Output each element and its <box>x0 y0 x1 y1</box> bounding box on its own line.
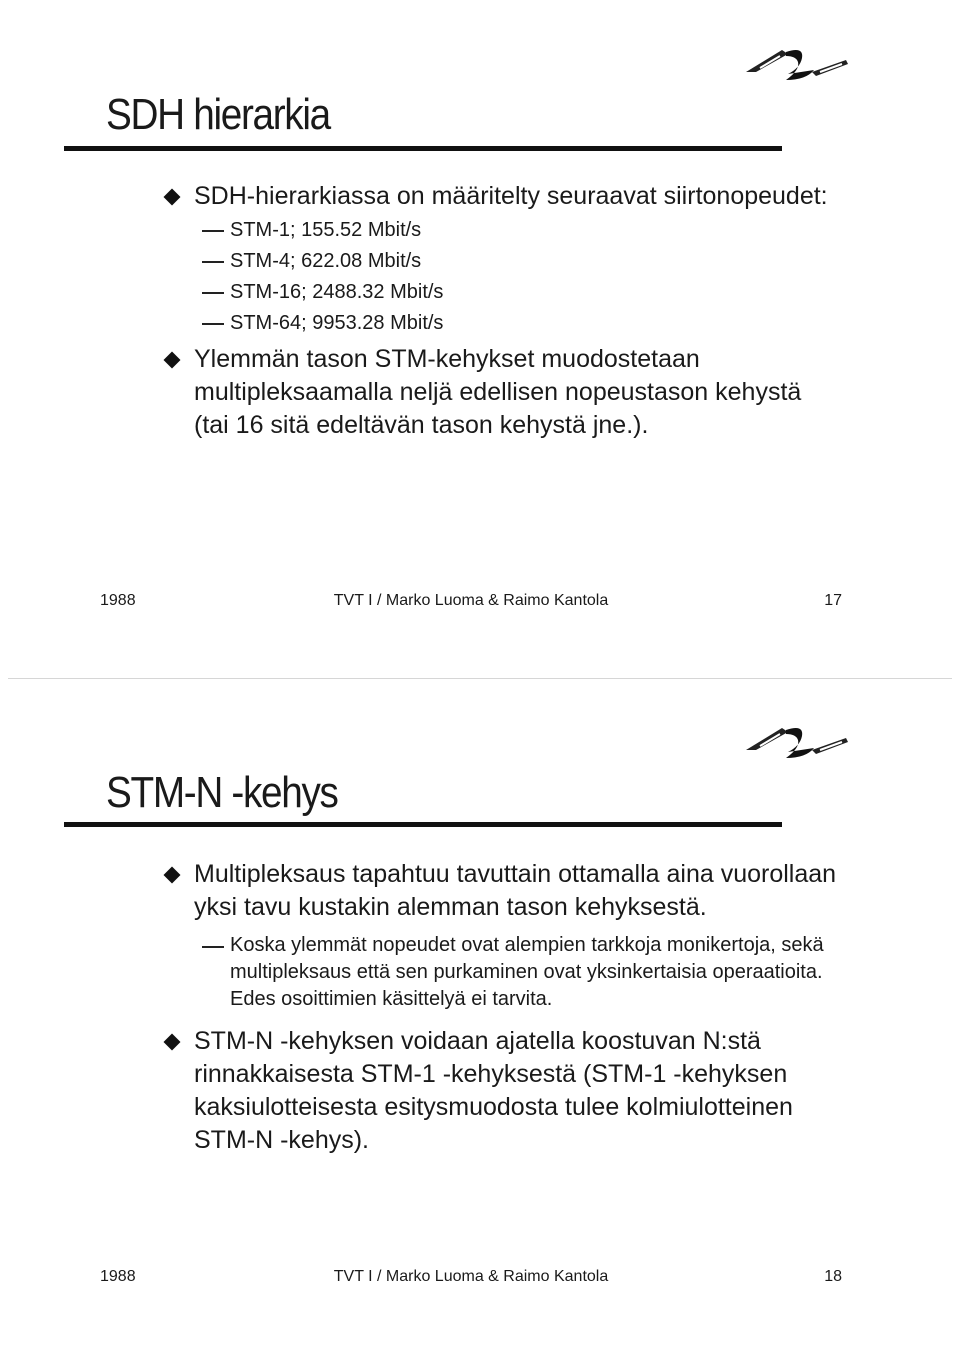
hut-logo-icon <box>742 720 850 762</box>
dash-icon <box>202 323 224 325</box>
bullet-text: Multipleksaus tapahtuu tavuttain ottamalla aina vuorollaan yksi tavu kustakin alemman tason kehyksestä. <box>194 860 837 921</box>
bullet-item <box>162 180 842 213</box>
sub-item <box>162 215 842 246</box>
dash-icon <box>202 946 224 948</box>
bullet-item <box>162 858 842 924</box>
sub-text: STM-1; 155.52 Mbit/s <box>230 219 422 241</box>
bullet-text: SDH-hierarkiassa on määritelty seuraavat siirtonopeudet: <box>194 182 828 210</box>
sub-item <box>162 932 842 1013</box>
footer-authors: TVT I / Marko Luoma & Raimo Kantola <box>333 1268 609 1285</box>
footer-authors: TVT I / Marko Luoma & Raimo Kantola <box>333 592 609 609</box>
bullet-text: Ylemmän tason STM-kehykset muodostetaan multipleksaamalla neljä edellisen nopeustason kehystä (tai 16 sitä edeltävän tason kehystä jne.). <box>194 345 802 439</box>
sub-item <box>162 308 842 339</box>
slide-divider <box>8 678 952 679</box>
title-underline <box>64 146 782 151</box>
dash-icon <box>202 230 224 232</box>
sub-text: STM-64; 9953.28 Mbit/s <box>230 312 444 334</box>
dash-icon <box>202 261 224 263</box>
sub-text: STM-4; 622.08 Mbit/s <box>230 250 422 272</box>
sub-item <box>162 277 842 308</box>
hut-logo-icon <box>742 42 850 84</box>
bullet-item <box>162 343 842 442</box>
footer-year: 1988 <box>100 1268 136 1285</box>
sub-text: STM-16; 2488.32 Mbit/s <box>230 281 444 303</box>
bullet-list <box>162 858 842 1157</box>
slide-17 <box>0 10 960 670</box>
dash-icon <box>202 292 224 294</box>
footer-year: 1988 <box>100 592 136 609</box>
slide-18 <box>0 690 960 1350</box>
footer-page-number: 17 <box>824 592 842 609</box>
slide-title: SDH hierarkia <box>106 90 330 139</box>
diamond-bullet-icon <box>164 867 181 884</box>
sub-item <box>162 246 842 277</box>
diamond-bullet-icon <box>164 1034 181 1051</box>
bullet-list <box>162 180 842 442</box>
sub-text: Koska ylemmät nopeudet ovat alempien tarkkoja monikertoja, sekä multipleksaus että sen purkaminen ovat yksinkertaisia operaatioita. Edes osoittimien käsittelyä ei tarvita. <box>230 934 824 1010</box>
diamond-bullet-icon <box>164 189 181 206</box>
diamond-bullet-icon <box>164 352 181 369</box>
bullet-text: STM-N -kehyksen voidaan ajatella koostuvan N:stä rinnakkaisesta STM-1 -kehyksestä (STM-1 -kehyksen kaksiulotteisesta esitysmuodosta tulee kolmiulotteinen STM-N -kehys). <box>194 1027 793 1154</box>
slide-title: STM-N -kehys <box>106 768 338 817</box>
bullet-item <box>162 1025 842 1157</box>
title-underline <box>64 822 782 827</box>
footer-page-number: 18 <box>824 1268 842 1285</box>
